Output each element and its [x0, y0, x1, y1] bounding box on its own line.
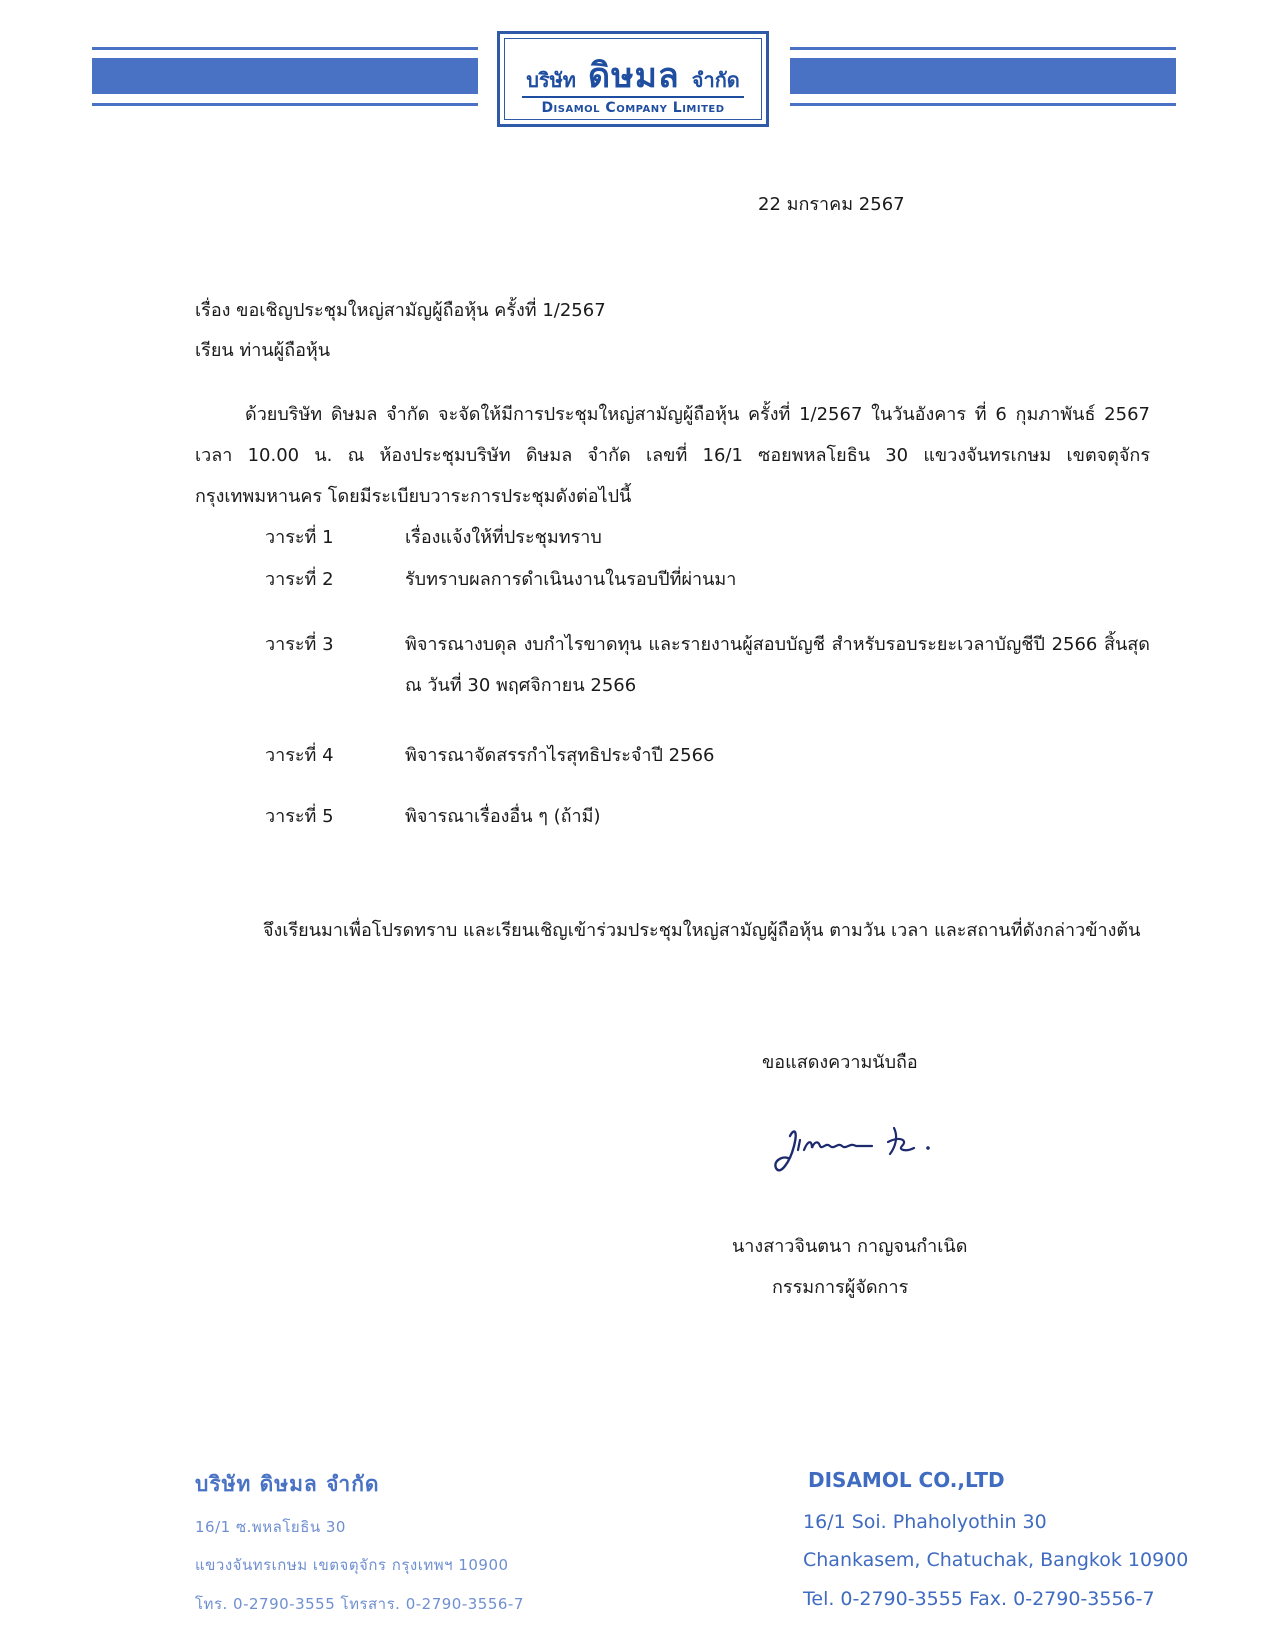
agenda-number: วาระที่ 2	[265, 569, 334, 590]
footer-en-address-line1: 16/1 Soi. Phaholyothin 30	[803, 1511, 1047, 1533]
letter-date: 22 มกราคม 2567	[758, 194, 905, 215]
footer-en-address-line2: Chankasem, Chatuchak, Bangkok 10900	[803, 1549, 1189, 1571]
header-rule-left-thin	[92, 47, 478, 50]
logo-th-name: ดิษมล	[588, 56, 680, 96]
footer-th-company: บริษัท ดิษมล จำกัด	[195, 1472, 380, 1496]
logo-english-name: Disamol Company Limited	[541, 100, 725, 116]
agenda-text: พิจารณางบดุล งบกำไรขาดทุน และรายงานผู้สอบบัญชี สำหรับรอบระยะเวลาบัญชีปี 2566 สิ้นสุด ณ วันที่ 30 พฤศจิกายน 2566	[405, 634, 1150, 696]
logo-th-prefix: บริษัท	[526, 68, 576, 92]
company-logo	[497, 31, 769, 127]
header-rule-left-bottom	[92, 103, 478, 106]
signer-title: กรรมการผู้จัดการ	[772, 1277, 909, 1298]
footer-en-contact: Tel. 0-2790-3555 Fax. 0-2790-3556-7	[803, 1588, 1155, 1610]
agenda-text: เรื่องแจ้งให้ที่ประชุมทราบ	[405, 527, 602, 548]
letter-closing-text: จึงเรียนมาเพื่อโปรดทราบ และเรียนเชิญเข้าร่วมประชุมใหญ่สามัญผู้ถือหุ้น ตามวัน เวลา และสถานที่ดังกล่าวข้างต้น	[263, 920, 1141, 941]
agenda-text: พิจารณาจัดสรรกำไรสุทธิประจำปี 2566	[405, 745, 715, 766]
letter-intro	[195, 394, 1150, 517]
logo-th-suffix: จำกัด	[691, 68, 740, 92]
letter-regards: ขอแสดงความนับถือ	[762, 1052, 918, 1073]
letter-subject: เรื่อง ขอเชิญประชุมใหญ่สามัญผู้ถือหุ้น ครั้งที่ 1/2567	[195, 300, 606, 321]
header-band-right	[790, 58, 1176, 94]
agenda-number: วาระที่ 1	[265, 527, 334, 548]
logo-divider	[522, 96, 744, 98]
footer-en-company: DISAMOL CO.,LTD	[808, 1468, 1005, 1492]
letter-salutation: เรียน ท่านผู้ถือหุ้น	[195, 340, 331, 361]
footer-th-address-line2: แขวงจันทรเกษม เขตจตุจักร กรุงเทพฯ 10900	[195, 1556, 509, 1574]
signature	[768, 1106, 948, 1190]
agenda-text: พิจารณาเรื่องอื่น ๆ (ถ้ามี)	[405, 806, 601, 827]
footer-th-address-line1: 16/1 ซ.พหลโยธิน 30	[195, 1518, 346, 1536]
header-rule-right-bottom	[790, 103, 1176, 106]
agenda-number: วาระที่ 4	[265, 745, 334, 766]
agenda-number: วาระที่ 3	[265, 634, 334, 655]
footer-th-contact: โทร. 0-2790-3555 โทรสาร. 0-2790-3556-7	[195, 1595, 524, 1613]
letter-intro-text: ด้วยบริษัท ดิษมล จำกัด จะจัดให้มีการประชุมใหญ่สามัญผู้ถือหุ้น ครั้งที่ 1/2567 ในวันอังคาร ที่ 6 กุมภาพันธ์ 2567 เวลา 10.00 น. ณ ห้องประชุมบริษัท ดิษมล จำกัด เลขที่ 16/1 ซอยพหลโยธิน 30 แขวงจันทรเกษม เขตจตุจักร กรุงเทพมหานคร โดยมีระเบียบวาระการประชุมดังต่อไปนี้	[195, 404, 1150, 507]
header-rule-right-thin	[790, 47, 1176, 50]
signer-name: นางสาวจินตนา กาญจนกำเนิด	[732, 1236, 968, 1257]
agenda-number: วาระที่ 5	[265, 806, 334, 827]
agenda-text: รับทราบผลการดำเนินงานในรอบปีที่ผ่านมา	[405, 569, 737, 590]
header-band-left	[92, 58, 478, 94]
logo-thai-name	[500, 48, 766, 102]
letter-closing	[195, 910, 1150, 951]
